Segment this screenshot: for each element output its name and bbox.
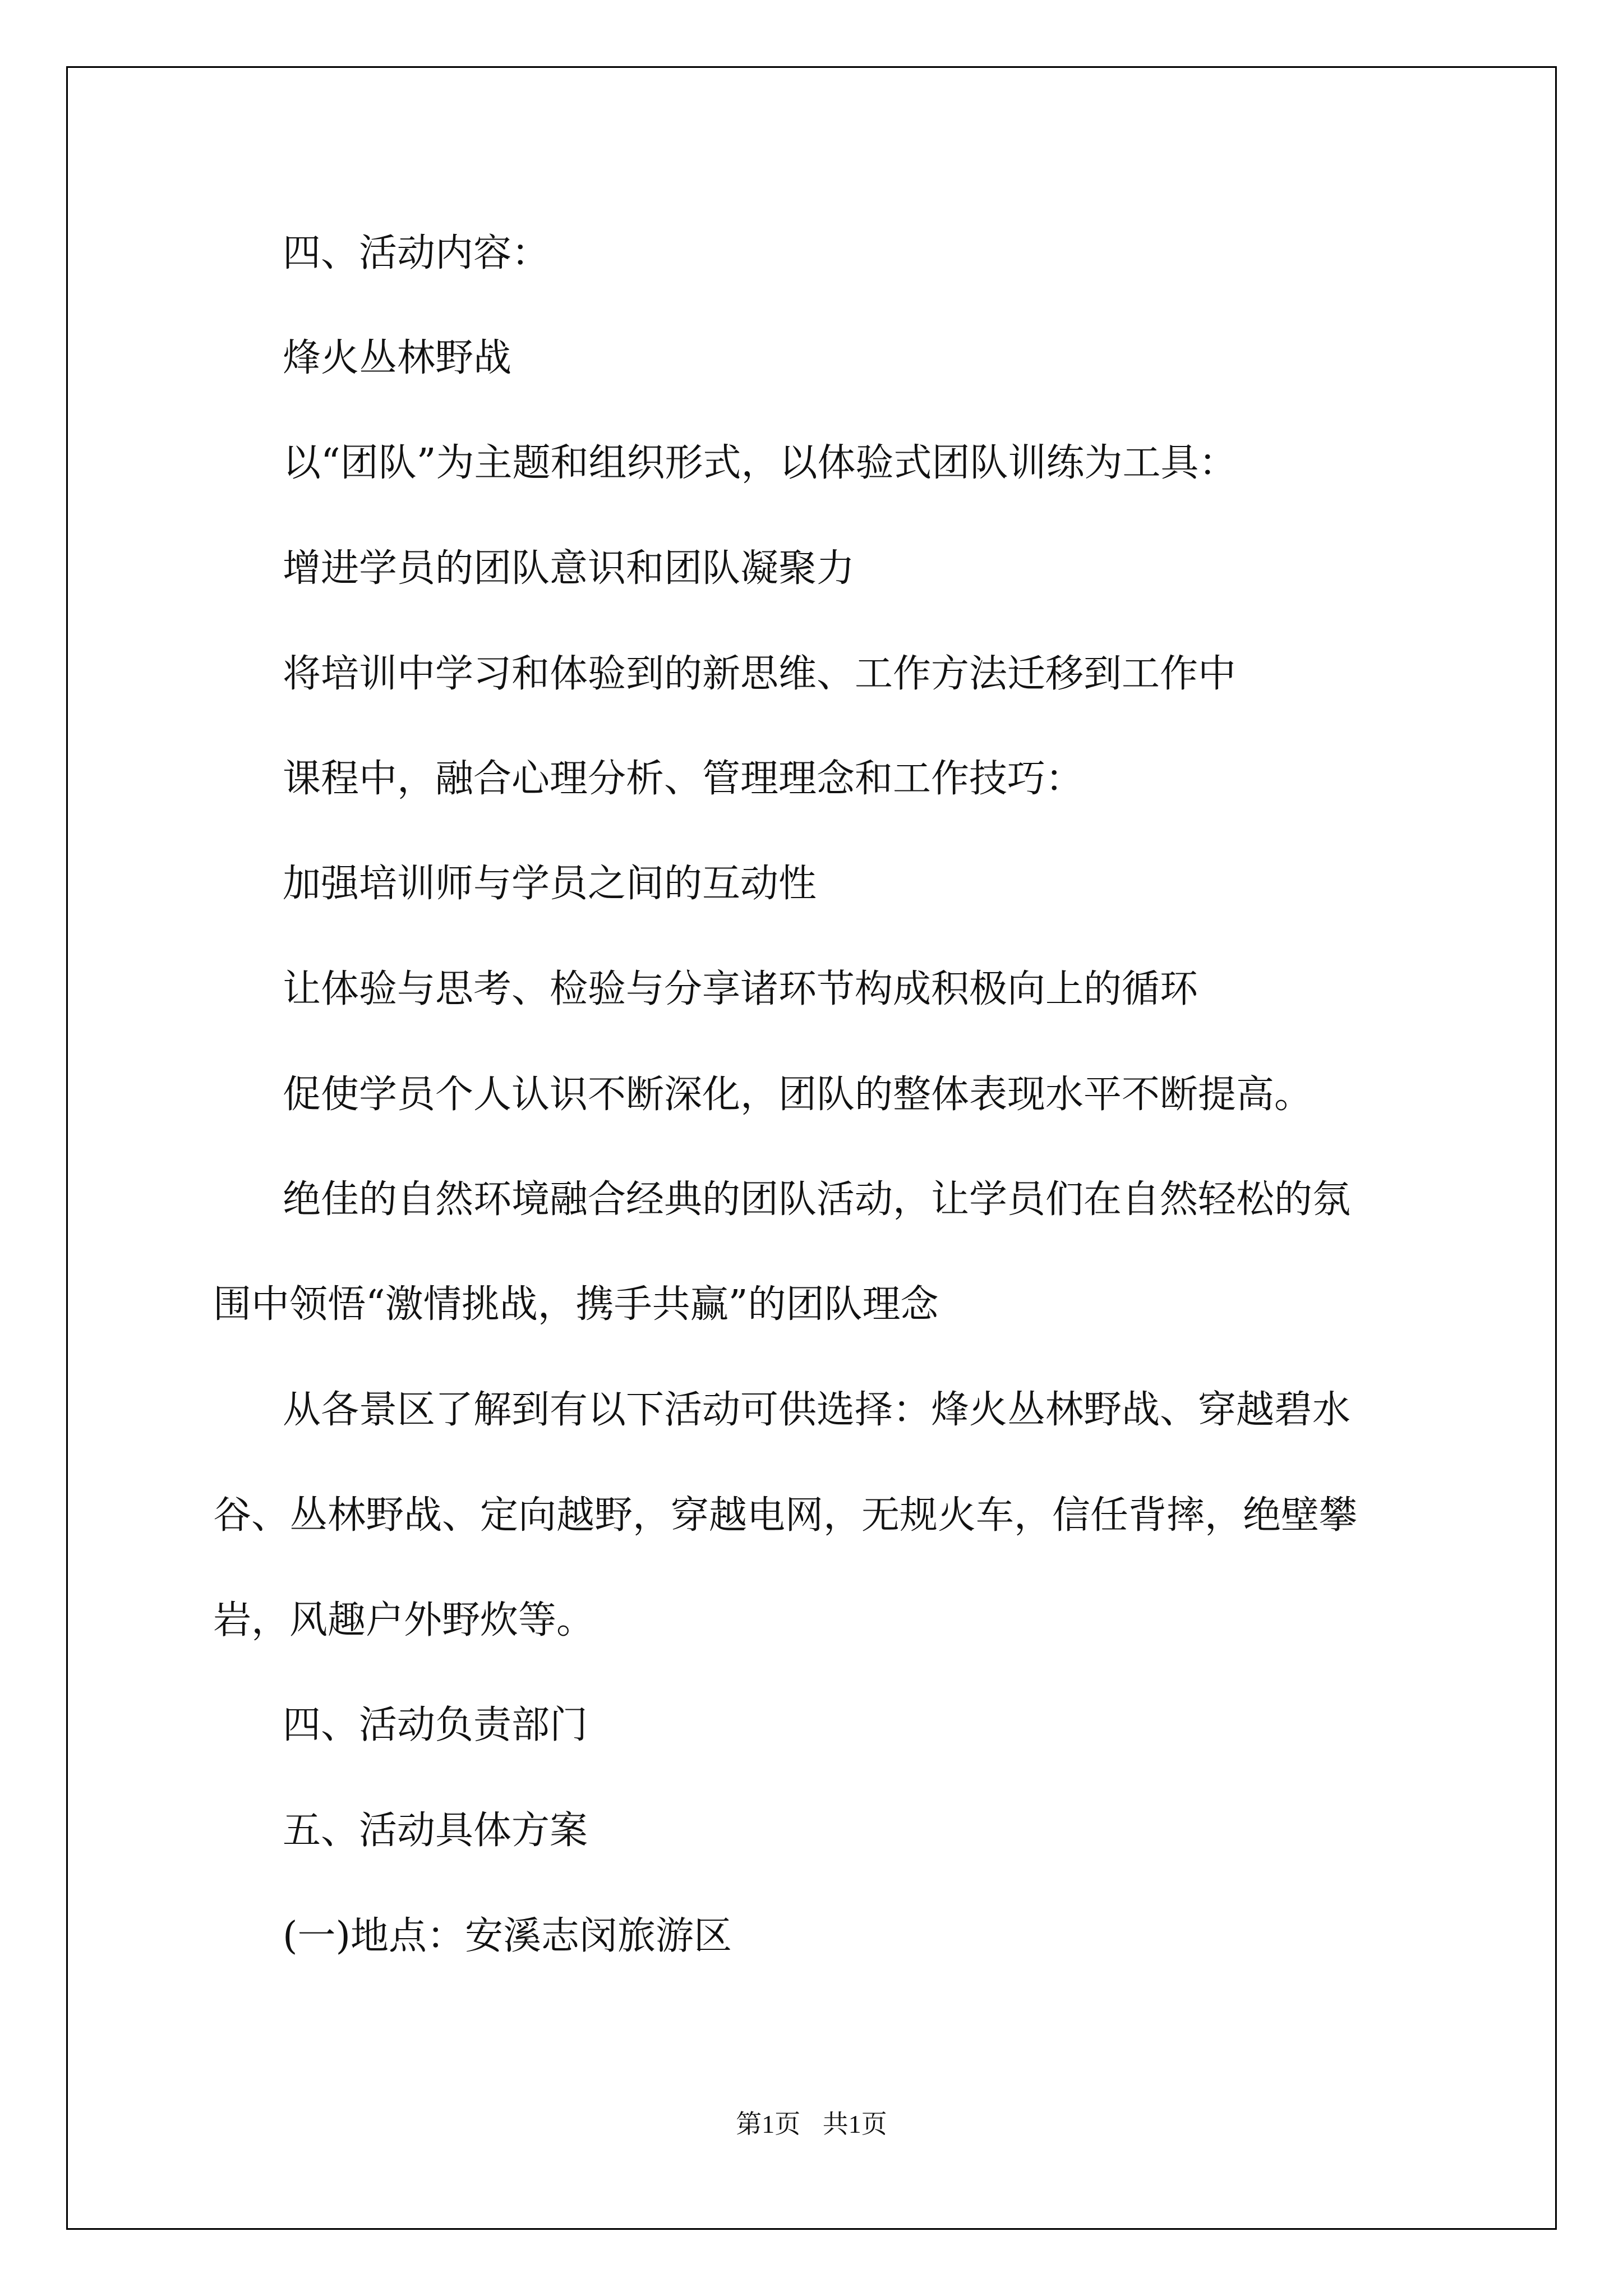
paragraph-line: 让体验与思考、检验与分享诸环节构成积极向上的循环: [283, 967, 1198, 1011]
page-number-total: 共1页: [822, 2110, 887, 2138]
paragraph-line: 从各景区了解到有以下活动可供选择：烽火丛林野战、穿越碧水: [283, 1388, 1351, 1432]
page-border: [66, 66, 1557, 2230]
section-heading-activity-content: 四、活动内容：: [283, 231, 550, 275]
paragraph-line: 烽火丛林野战: [283, 336, 512, 380]
paragraph-line: (一)地点：安溪志闵旅游区: [283, 1914, 732, 1958]
paragraph-line: 加强培训师与学员之间的互动性: [283, 862, 817, 906]
page-number-current: 第1页: [736, 2110, 801, 2138]
paragraph-line: 谷、丛林野战、定向越野，穿越电网，无规火车，信任背摔，绝壁攀: [213, 1493, 1358, 1538]
paragraph-line: 绝佳的自然环境融合经典的团队活动，让学员们在自然轻松的氛: [283, 1177, 1351, 1222]
section-heading-activity-plan: 五、活动具体方案: [283, 1809, 588, 1853]
page-footer: [0, 2104, 1623, 2141]
section-heading-responsible-dept: 四、活动负责部门: [283, 1703, 588, 1747]
paragraph-line: 以“团队”为主题和组织形式，以体验式团队训练为工具：: [283, 441, 1237, 485]
paragraph-line: 增进学员的团队意识和团队凝聚力: [283, 546, 855, 591]
paragraph-line: 岩，风趣户外野炊等。: [213, 1598, 595, 1642]
paragraph-line: 促使学员个人认识不断深化，团队的整体表现水平不断提高。: [283, 1073, 1313, 1117]
paragraph-line: 将培训中学习和体验到的新思维、工作方法迁移到工作中: [283, 652, 1237, 696]
paragraph-line: 课程中，融合心理分析、管理理念和工作技巧：: [283, 757, 1084, 801]
paragraph-line: 围中领悟“激情挑战，携手共赢”的团队理念: [213, 1282, 939, 1327]
